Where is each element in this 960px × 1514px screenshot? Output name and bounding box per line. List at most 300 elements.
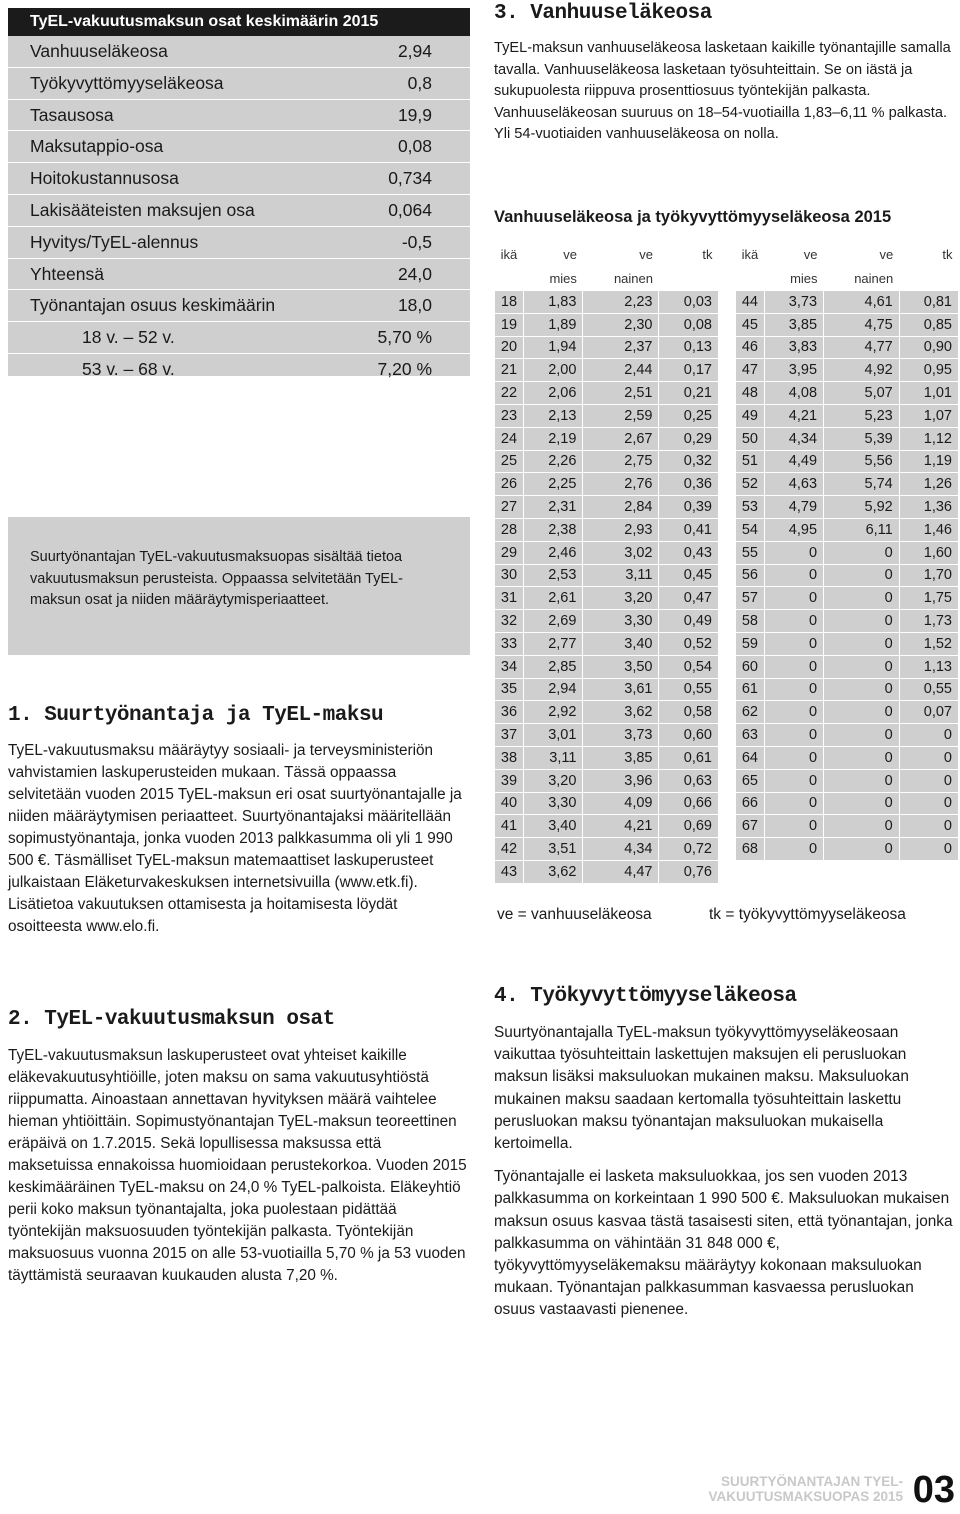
table-row xyxy=(495,610,719,633)
section-4-paragraph-2: Työnantajalle ei lasketa maksuluokkaa, jos sen vuoden 2013 palkkasumma on korkeintaan 1 990 500 €. Maksuluokan mukaisen maksun osuus kasvaa tästä tasaisesti siten, että työnantajan, jonka palkkasumma on vähintään 31 848 000 €, työkyvyttömyyseläkemaksu määräytyy kokonaan maksuluokan mukaan. Työnantajan palkkasumman kasvaessa perusluokan osuus vastaavasti pienenee. xyxy=(494,1168,953,1319)
cell-age: 54 xyxy=(736,518,765,541)
cell-tk: 1,73 xyxy=(899,610,958,633)
cell-ve-female: 5,39 xyxy=(824,427,900,450)
cell-age: 62 xyxy=(736,701,765,724)
cell-tk: 1,13 xyxy=(899,655,958,678)
cell-tk: 0,52 xyxy=(659,632,719,655)
cell-age: 24 xyxy=(495,427,524,450)
cell-ve-male: 2,46 xyxy=(523,541,582,564)
cell-ve-male: 4,95 xyxy=(764,518,823,541)
cell-tk: 0,07 xyxy=(899,701,958,724)
table-row xyxy=(736,792,959,815)
cell-ve-male: 0 xyxy=(764,678,823,701)
subheader-blank xyxy=(495,266,524,291)
col-header-ve-male: ve xyxy=(803,246,818,262)
cell-tk: 0,49 xyxy=(659,610,719,633)
cell-ve-female: 0 xyxy=(824,678,900,701)
cell-ve-female: 2,59 xyxy=(583,404,659,427)
info-text: Suurtyönantajan TyEL-vakuutusmaksuopas sisältää tietoa vakuutusmaksun perusteista. Oppaassa selvitetään TyEL-maksun osat ja niiden määräytymisperiaatteet. xyxy=(30,549,403,608)
cell-ve-female: 5,23 xyxy=(824,404,900,427)
table-row xyxy=(736,564,959,587)
table-row xyxy=(736,655,959,678)
cell-age: 57 xyxy=(736,587,765,610)
cell-ve-female: 3,96 xyxy=(583,769,659,792)
summary-value: 5,70 % xyxy=(377,327,432,348)
cell-ve-female: 3,40 xyxy=(583,632,659,655)
cell-ve-female: 0 xyxy=(824,838,900,861)
cell-tk: 0,13 xyxy=(659,336,719,359)
table-title: Vanhuuseläkeosa ja työkyvyttömyyseläkeosa 2015 xyxy=(494,208,892,226)
cell-tk: 0,60 xyxy=(659,724,719,747)
cell-age: 48 xyxy=(736,382,765,405)
section-1-title: 1. Suurtyönantaja ja TyEL-maksu xyxy=(8,704,384,727)
cell-age: 21 xyxy=(495,359,524,382)
table-row xyxy=(495,359,719,382)
cell-tk: 0,66 xyxy=(659,792,719,815)
section-3-text: TyEL-maksun vanhuuseläkeosa lasketaan kaikille työnantajille samalla tavalla. Vanhuuseläkeosa lasketaan työsuhteittain. Se on iästä ja sukupuolesta riippuva prosenttiosuus työntekijän palkasta. Vanhuuseläkeosan suuruus on 18–54-vuotiailla 1,83–6,11 % palkasta. Yli 54-vuotiaiden vanhuuseläkeosa on nolla. xyxy=(494,40,951,142)
subheader-female: nainen xyxy=(613,270,653,286)
cell-ve-male: 0 xyxy=(764,701,823,724)
cell-ve-female: 6,11 xyxy=(824,518,900,541)
cell-ve-female: 0 xyxy=(824,610,900,633)
cell-tk: 0 xyxy=(899,724,958,747)
col-header-ve-male: ve xyxy=(563,246,577,262)
table-row xyxy=(495,678,719,701)
cell-age: 63 xyxy=(736,724,765,747)
table-row xyxy=(495,746,719,769)
table-row xyxy=(736,541,959,564)
cell-age: 20 xyxy=(495,336,524,359)
cell-tk: 0 xyxy=(899,815,958,838)
cell-ve-male: 4,79 xyxy=(764,496,823,519)
cell-age: 44 xyxy=(736,291,765,314)
cell-age: 33 xyxy=(495,632,524,655)
summary-row xyxy=(8,227,470,259)
cell-ve-male: 0 xyxy=(764,838,823,861)
cell-age: 58 xyxy=(736,610,765,633)
cell-tk: 0,72 xyxy=(659,838,719,861)
table-row xyxy=(495,564,719,587)
cell-age: 42 xyxy=(495,838,524,861)
section-4 xyxy=(494,985,956,1322)
summary-label: Maksutappio-osa xyxy=(30,136,164,157)
summary-row xyxy=(8,100,470,132)
table-row xyxy=(736,496,959,519)
summary-label: Hoitokustannusosa xyxy=(30,168,179,189)
cell-tk: 0,58 xyxy=(659,701,719,724)
table-row xyxy=(736,427,959,450)
cell-ve-female: 4,34 xyxy=(583,838,659,861)
table-row xyxy=(495,404,719,427)
cell-tk: 1,60 xyxy=(899,541,958,564)
cell-ve-male: 2,19 xyxy=(523,427,582,450)
cell-ve-female: 0 xyxy=(824,815,900,838)
cell-tk: 1,07 xyxy=(899,404,958,427)
cell-ve-male: 4,49 xyxy=(764,450,823,473)
cell-ve-female: 3,11 xyxy=(583,564,659,587)
summary-row xyxy=(8,131,470,163)
cell-ve-female: 2,76 xyxy=(583,473,659,496)
cell-ve-male: 2,13 xyxy=(523,404,582,427)
cell-ve-female: 4,09 xyxy=(583,792,659,815)
col-header-tk: tk xyxy=(942,246,953,262)
cell-ve-female: 0 xyxy=(824,701,900,724)
cell-tk: 1,26 xyxy=(899,473,958,496)
cell-age: 45 xyxy=(736,313,765,336)
footer-line-2: VAKUUTUSMAKSUOPAS 2015 xyxy=(708,1489,903,1504)
cell-ve-male: 3,51 xyxy=(523,838,582,861)
summary-row xyxy=(8,68,470,100)
cell-tk: 1,70 xyxy=(899,564,958,587)
cell-age: 61 xyxy=(736,678,765,701)
cell-age: 41 xyxy=(495,815,524,838)
cell-ve-male: 4,21 xyxy=(764,404,823,427)
cell-age: 18 xyxy=(495,291,524,314)
summary-box xyxy=(8,8,470,379)
col-header-ve-female: ve xyxy=(639,246,653,262)
table-row xyxy=(495,496,719,519)
cell-ve-female: 3,02 xyxy=(583,541,659,564)
cell-age: 53 xyxy=(736,496,765,519)
cell-age: 52 xyxy=(736,473,765,496)
cell-ve-female: 0 xyxy=(824,632,900,655)
summary-value: 2,94 xyxy=(397,41,432,61)
cell-tk: 0,54 xyxy=(659,655,719,678)
cell-age: 22 xyxy=(495,382,524,405)
section-2-title: 2. TyEL-vakuutusmaksun osat xyxy=(8,1008,335,1031)
cell-tk: 0,69 xyxy=(659,815,719,838)
table-row xyxy=(736,587,959,610)
cell-ve-male: 0 xyxy=(764,541,823,564)
cell-ve-female: 2,37 xyxy=(583,336,659,359)
cell-ve-female: 0 xyxy=(824,724,900,747)
cell-ve-female: 3,61 xyxy=(583,678,659,701)
cell-age: 25 xyxy=(495,450,524,473)
cell-ve-female: 2,84 xyxy=(583,496,659,519)
subheader-female: nainen xyxy=(854,270,894,286)
summary-row xyxy=(8,322,470,354)
cell-ve-male: 0 xyxy=(764,724,823,747)
cell-tk: 0,29 xyxy=(659,427,719,450)
cell-tk: 0,25 xyxy=(659,404,719,427)
cell-ve-female: 5,07 xyxy=(824,382,900,405)
summary-label: Yhteensä xyxy=(30,263,104,284)
cell-ve-female: 3,85 xyxy=(583,746,659,769)
cell-ve-female: 4,21 xyxy=(583,815,659,838)
col-header-tk: tk xyxy=(702,246,713,262)
cell-ve-female: 2,51 xyxy=(583,382,659,405)
table-row xyxy=(495,450,719,473)
cell-tk: 1,19 xyxy=(899,450,958,473)
cell-tk: 0,47 xyxy=(659,587,719,610)
cell-tk: 0,76 xyxy=(659,860,719,883)
summary-label: Vanhuuseläkeosa xyxy=(30,41,168,61)
table-row xyxy=(495,587,719,610)
table-row xyxy=(736,450,959,473)
cell-ve-male: 3,01 xyxy=(523,724,582,747)
cell-age: 46 xyxy=(736,336,765,359)
cell-tk: 1,75 xyxy=(899,587,958,610)
cell-age: 38 xyxy=(495,746,524,769)
table-row xyxy=(495,860,719,883)
cell-ve-female: 2,75 xyxy=(583,450,659,473)
table-legend xyxy=(497,906,959,924)
cell-age: 59 xyxy=(736,632,765,655)
table-row xyxy=(736,610,959,633)
cell-age: 65 xyxy=(736,769,765,792)
summary-row xyxy=(8,195,470,227)
footer-line-1: SUURTYÖNANTAJAN TYEL- xyxy=(721,1474,903,1489)
cell-ve-male: 4,63 xyxy=(764,473,823,496)
cell-tk: 0,85 xyxy=(899,313,958,336)
table-row xyxy=(495,427,719,450)
table-row xyxy=(495,769,719,792)
cell-age: 50 xyxy=(736,427,765,450)
summary-value: 0,734 xyxy=(388,168,432,189)
summary-label: Lakisääteisten maksujen osa xyxy=(30,199,255,220)
summary-label: Hyvitys/TyEL-alennus xyxy=(30,231,199,252)
table-row xyxy=(495,792,719,815)
cell-ve-female: 2,93 xyxy=(583,518,659,541)
cell-ve-male: 2,06 xyxy=(523,382,582,405)
cell-age: 39 xyxy=(495,769,524,792)
cell-ve-female: 5,74 xyxy=(824,473,900,496)
cell-ve-male: 0 xyxy=(764,815,823,838)
summary-row xyxy=(8,290,470,322)
summary-value: 0,064 xyxy=(388,199,432,220)
cell-ve-male: 2,26 xyxy=(523,450,582,473)
cell-ve-male: 4,08 xyxy=(764,382,823,405)
cell-tk: 0,63 xyxy=(659,769,719,792)
section-1-text: TyEL-vakuutusmaksu määräytyy sosiaali- ja terveysministeriön vahvistamien laskuperusteiden mukaan. Tässä oppaassa selvitetään vuoden 2015 TyEL-maksun eri osat suurtyönantajalle ja niiden määräytymisen periaatteet. Suurtyönantajaksi määritellään sopimustyönantaja, jonka vuoden 2013 palkkasumma oli yli 1 990 500 €. Täsmälliset TyEL-maksun matemaattiset laskuperusteet julkaistaan Eläketurvakeskuksen internetsivuilla (www.etk.fi). Lisätietoa vakuutuksen ottamisesta ja hoitamisesta löydät osoitteesta www.elo.fi. xyxy=(8,742,462,935)
subheader-male: mies xyxy=(790,270,818,286)
section-2 xyxy=(8,1008,470,1287)
table-row xyxy=(495,313,719,336)
cell-ve-female: 2,44 xyxy=(583,359,659,382)
cell-age: 28 xyxy=(495,518,524,541)
cell-age: 30 xyxy=(495,564,524,587)
cell-ve-female: 4,75 xyxy=(824,313,900,336)
table-row xyxy=(736,359,959,382)
cell-ve-female: 0 xyxy=(824,655,900,678)
cell-ve-male: 2,61 xyxy=(523,587,582,610)
table-row xyxy=(495,815,719,838)
cell-tk: 0 xyxy=(899,792,958,815)
info-box xyxy=(8,517,470,655)
cell-ve-male: 2,92 xyxy=(523,701,582,724)
cell-age: 23 xyxy=(495,404,524,427)
cell-tk: 1,12 xyxy=(899,427,958,450)
cell-ve-female: 3,62 xyxy=(583,701,659,724)
cell-age: 43 xyxy=(495,860,524,883)
table-row xyxy=(495,518,719,541)
cell-tk: 1,46 xyxy=(899,518,958,541)
cell-ve-male: 3,40 xyxy=(523,815,582,838)
subheader-blank xyxy=(899,266,958,291)
page-footer xyxy=(700,1470,955,1510)
section-3-title: 3. Vanhuuseläkeosa xyxy=(494,2,712,25)
summary-value: 0,08 xyxy=(397,136,432,157)
legend-tk: tk = työkyvyttömyyseläkeosa xyxy=(709,906,906,923)
cell-age: 47 xyxy=(736,359,765,382)
legend-ve: ve = vanhuuseläkeosa xyxy=(497,906,652,923)
cell-tk: 0,03 xyxy=(659,291,719,314)
table-row xyxy=(736,336,959,359)
cell-ve-male: 0 xyxy=(764,632,823,655)
cell-tk: 0,36 xyxy=(659,473,719,496)
cell-ve-male: 0 xyxy=(764,769,823,792)
cell-age: 49 xyxy=(736,404,765,427)
cell-tk: 0,39 xyxy=(659,496,719,519)
section-2-text: TyEL-vakuutusmaksun laskuperusteet ovat yhteiset kaikille eläkevakuutusyhtiöille, joten maksu on sama vakuutusyhtiöstä riippumatta. Ainoastaan annettavan hyvityksen määrä vaihtelee hieman yhtiöittäin. Sopimustyönantajan TyEL-maksun teoreettinen eräpäivä on 1.7.2015. Sekä lopullisessa maksussa että maksetuissa ennakoissa huomioidaan perustekorkoa. Vuoden 2015 keskimääräinen TyEL-maksu on 24,0 % TyEL-palkoista. Eläkeyhtiö perii koko maksun työnantajalta, joka puolestaan pidättää työntekijän maksuosuuden työntekijän palkasta. Työntekijän maksuosuus vuonna 2015 on alle 53-vuotiailla 5,70 % ja 53 vuoden täyttämistä seuraavan kuukauden alusta 7,20 %. xyxy=(8,1047,467,1284)
col-header-ve-female: ve xyxy=(879,246,894,262)
cell-age: 60 xyxy=(736,655,765,678)
rate-table-right xyxy=(735,242,959,861)
cell-tk: 0,90 xyxy=(899,336,958,359)
cell-ve-female: 0 xyxy=(824,587,900,610)
cell-ve-male: 3,62 xyxy=(523,860,582,883)
table-row xyxy=(495,473,719,496)
col-header-age: ikä xyxy=(500,246,518,262)
cell-tk: 1,36 xyxy=(899,496,958,519)
cell-age: 29 xyxy=(495,541,524,564)
subheader-male: mies xyxy=(549,270,577,286)
cell-ve-male: 0 xyxy=(764,792,823,815)
cell-tk: 0,32 xyxy=(659,450,719,473)
cell-ve-male: 2,94 xyxy=(523,678,582,701)
summary-row xyxy=(8,259,470,291)
cell-tk: 0 xyxy=(899,746,958,769)
footer-publication-title xyxy=(708,1474,903,1504)
cell-age: 37 xyxy=(495,724,524,747)
summary-value: -0,5 xyxy=(401,231,432,252)
summary-value: 0,8 xyxy=(407,72,432,93)
summary-label: 53 v. – 68 v. xyxy=(82,358,175,379)
cell-age: 32 xyxy=(495,610,524,633)
cell-ve-male: 2,25 xyxy=(523,473,582,496)
cell-ve-female: 2,67 xyxy=(583,427,659,450)
subheader-blank xyxy=(659,266,719,291)
cell-ve-male: 3,85 xyxy=(764,313,823,336)
cell-ve-male: 0 xyxy=(764,746,823,769)
cell-ve-male: 2,00 xyxy=(523,359,582,382)
subheader-blank xyxy=(736,266,765,291)
cell-ve-male: 0 xyxy=(764,610,823,633)
cell-ve-male: 2,31 xyxy=(523,496,582,519)
section-4-paragraph-1: Suurtyönantajalla TyEL-maksun työkyvyttömyyseläkeosaan vaikuttaa työsuhteittain laskettujen maksujen eli perusluokan maksun lisäksi maksuluokan mukainen maksu. Maksuluokan mukainen maksu saadaan kertomalla työsuhteittain laskettu perusluokan maksu työnantajan maksuluokan mukaisella kertoimella. xyxy=(494,1024,909,1153)
col-header-age: ikä xyxy=(741,246,759,262)
cell-ve-female: 0 xyxy=(824,769,900,792)
cell-ve-female: 3,20 xyxy=(583,587,659,610)
cell-tk: 0,43 xyxy=(659,541,719,564)
cell-ve-female: 3,73 xyxy=(583,724,659,747)
table-row xyxy=(495,838,719,861)
cell-tk: 0,81 xyxy=(899,291,958,314)
table-row xyxy=(736,518,959,541)
summary-row xyxy=(8,36,470,68)
cell-ve-female: 4,77 xyxy=(824,336,900,359)
rate-table-left xyxy=(494,242,719,884)
cell-ve-male: 3,73 xyxy=(764,291,823,314)
table-row xyxy=(736,769,959,792)
cell-age: 27 xyxy=(495,496,524,519)
section-1 xyxy=(8,704,470,938)
section-4-title: 4. Työkyvyttömyyseläkeosa xyxy=(494,985,797,1008)
page-number: 03 xyxy=(912,1469,955,1511)
cell-age: 34 xyxy=(495,655,524,678)
table-row xyxy=(495,336,719,359)
cell-ve-female: 0 xyxy=(824,564,900,587)
cell-tk: 1,52 xyxy=(899,632,958,655)
table-row xyxy=(736,404,959,427)
cell-ve-female: 5,92 xyxy=(824,496,900,519)
table-row xyxy=(495,701,719,724)
cell-age: 55 xyxy=(736,541,765,564)
cell-ve-male: 3,83 xyxy=(764,336,823,359)
table-row xyxy=(495,541,719,564)
table-row xyxy=(495,655,719,678)
summary-row xyxy=(8,354,470,385)
cell-ve-female: 0 xyxy=(824,746,900,769)
summary-value: 7,20 % xyxy=(377,358,432,379)
cell-age: 51 xyxy=(736,450,765,473)
cell-ve-male: 1,83 xyxy=(523,291,582,314)
cell-ve-male: 3,30 xyxy=(523,792,582,815)
table-row xyxy=(736,313,959,336)
cell-ve-female: 3,50 xyxy=(583,655,659,678)
cell-ve-male: 3,20 xyxy=(523,769,582,792)
cell-ve-male: 0 xyxy=(764,655,823,678)
cell-age: 40 xyxy=(495,792,524,815)
cell-ve-male: 4,34 xyxy=(764,427,823,450)
cell-age: 56 xyxy=(736,564,765,587)
table-row xyxy=(736,382,959,405)
cell-ve-male: 3,11 xyxy=(523,746,582,769)
summary-title: TyEL-vakuutusmaksun osat keskimäärin 2015 xyxy=(8,8,470,36)
cell-tk: 0,55 xyxy=(899,678,958,701)
table-row xyxy=(495,382,719,405)
cell-age: 31 xyxy=(495,587,524,610)
cell-age: 19 xyxy=(495,313,524,336)
cell-ve-female: 0 xyxy=(824,541,900,564)
table-row xyxy=(736,746,959,769)
table-row xyxy=(736,724,959,747)
table-row xyxy=(736,291,959,314)
cell-tk: 0,55 xyxy=(659,678,719,701)
table-row xyxy=(736,815,959,838)
cell-ve-male: 2,85 xyxy=(523,655,582,678)
cell-age: 26 xyxy=(495,473,524,496)
cell-age: 35 xyxy=(495,678,524,701)
summary-value: 19,9 xyxy=(397,104,432,125)
table-row xyxy=(736,701,959,724)
cell-ve-female: 4,47 xyxy=(583,860,659,883)
summary-value: 24,0 xyxy=(397,263,432,284)
table-row xyxy=(495,724,719,747)
cell-age: 68 xyxy=(736,838,765,861)
table-row xyxy=(736,838,959,861)
cell-tk: 0,45 xyxy=(659,564,719,587)
cell-ve-male: 3,95 xyxy=(764,359,823,382)
cell-ve-male: 2,69 xyxy=(523,610,582,633)
cell-ve-male: 2,53 xyxy=(523,564,582,587)
cell-tk: 0 xyxy=(899,769,958,792)
table-row xyxy=(495,291,719,314)
cell-ve-male: 0 xyxy=(764,587,823,610)
section-3 xyxy=(494,2,956,146)
summary-label: Tasausosa xyxy=(30,104,114,125)
cell-ve-male: 2,38 xyxy=(523,518,582,541)
